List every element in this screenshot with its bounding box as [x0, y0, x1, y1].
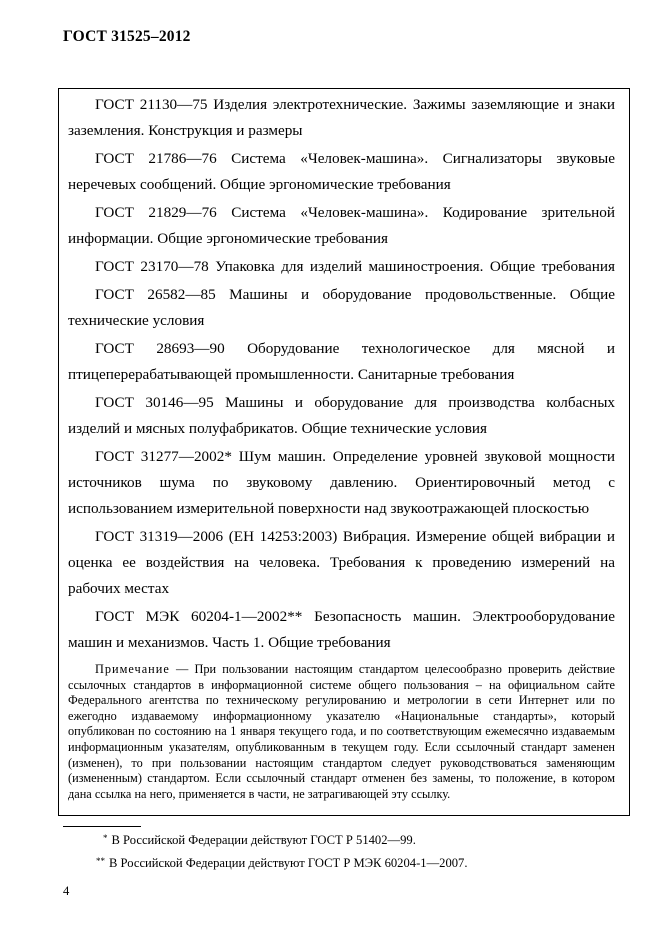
note-block [68, 662, 615, 802]
reference-item: ГОСТ МЭК 60204-1—2002** Безопасность машин. Электрооборудование машин и механизмов. Часть 1. Общие требования [68, 608, 615, 651]
note-text: — При пользовании настоящим стандартом целесообразно проверить действие ссылочных стандартов в информационной системе общего пользования – на официальном сайте Федерального агентства по техническому регулированию и метрологии в сети Интернет или по ежегодно издаваемому информационному указателю «Национальные стандарты», который опубликован по состоянию на 1 января текущего года, и по соответствующим ежемесячно издаваемым информационным указателям, опубликованным в текущем году. Если ссылочный стандарт заменен (изменен), то при пользовании настоящим стандартом следует руководствоваться заменяющим (измененным) стандартом. Если ссылочный стандарт отменен без замены, то положение, в котором дана ссылка на него, применяется в части, не затрагивающей эту ссылку. [68, 662, 615, 801]
footnote-marker: * [103, 833, 108, 843]
footnote-text: В Российской Федерации действуют ГОСТ Р 51402—99. [111, 833, 416, 847]
reference-item: ГОСТ 28693—90 Оборудование технологическое для мясной и птицеперерабатывающей промышленности. Санитарные требования [68, 340, 615, 383]
reference-item: ГОСТ 26582—85 Машины и оборудование продовольственные. Общие технические условия [68, 286, 615, 329]
reference-item: ГОСТ 30146—95 Машины и оборудование для производства колбасных изделий и мясных полуфабрикатов. Общие технические условия [68, 394, 615, 437]
reference-item: ГОСТ 31319—2006 (ЕН 14253:2003) Вибрация. Измерение общей вибрации и оценка ее воздействия на человека. Требования к проведению измерений на рабочих местах [68, 528, 615, 597]
reference-item: ГОСТ 21829—76 Система «Человек-машина». Кодирование зрительной информации. Общие эргономические требования [68, 204, 615, 247]
document-header: ГОСТ 31525–2012 [63, 28, 191, 45]
reference-item: ГОСТ 21130—75 Изделия электротехнические. Зажимы заземляющие и знаки заземления. Конструкция и размеры [68, 96, 615, 139]
footnote-2 [96, 856, 468, 871]
footnote-separator [63, 826, 141, 827]
reference-item: ГОСТ 23170—78 Упаковка для изделий машиностроения. Общие требования [95, 258, 615, 275]
footnote-text: В Российской Федерации действуют ГОСТ Р МЭК 60204-1—2007. [109, 856, 468, 870]
reference-item: ГОСТ 31277—2002* Шум машин. Определение уровней звуковой мощности источников шума по звуковому давлению. Ориентировочный метод с использованием измерительной поверхности над звукоотражающей плоскостью [68, 448, 615, 517]
references-list [68, 92, 615, 802]
footnote-marker: ** [96, 856, 105, 866]
note-label: Примечание [95, 662, 170, 676]
reference-item: ГОСТ 21786—76 Система «Человек-машина». Сигнализаторы звуковые неречевых сообщений. Общие эргономические требования [68, 150, 615, 193]
footnote-1 [103, 833, 416, 848]
page-number: 4 [63, 884, 70, 898]
